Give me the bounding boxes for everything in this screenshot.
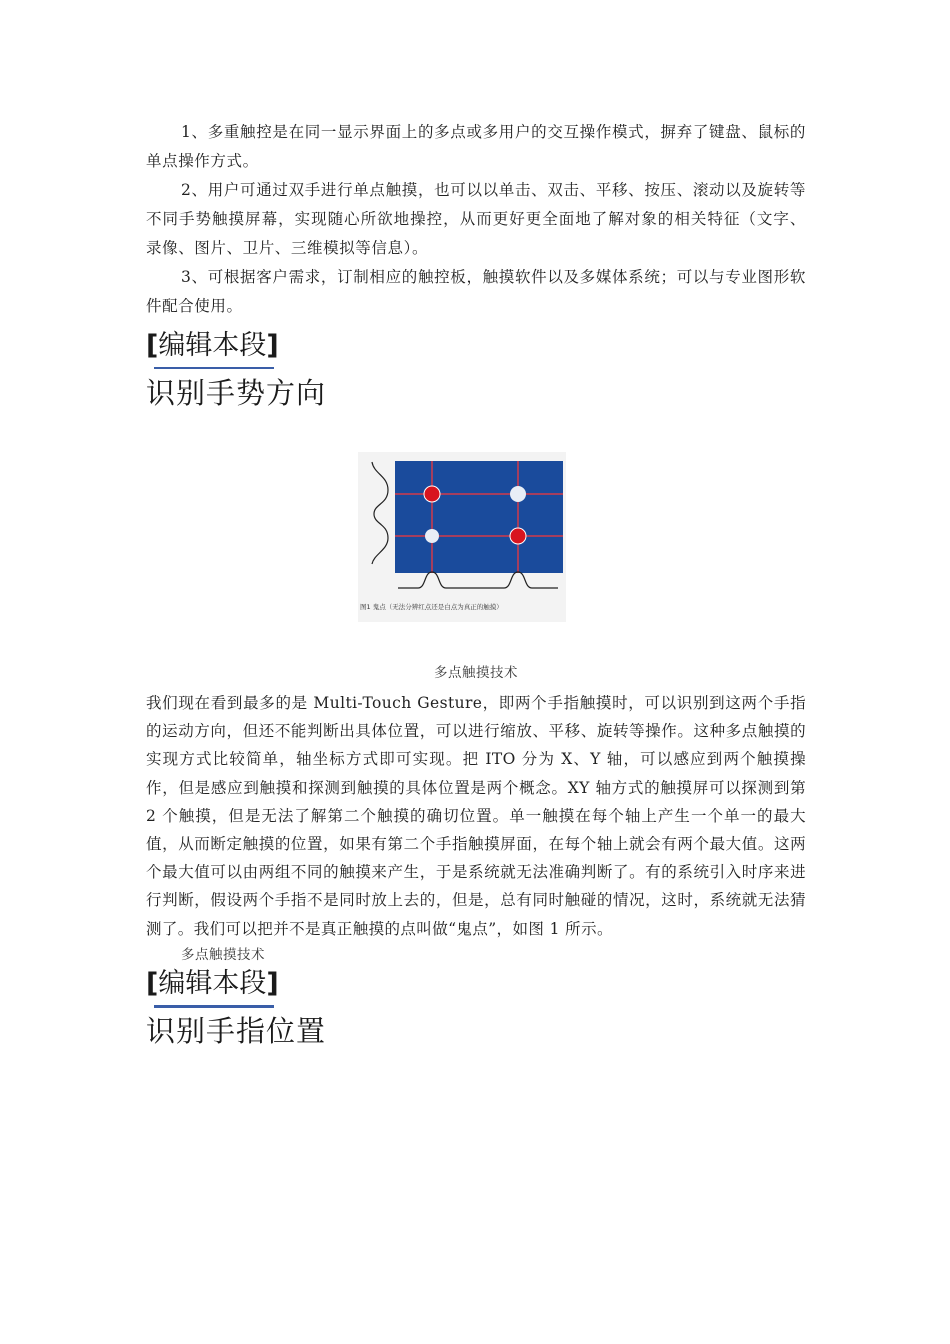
edit-label[interactable]: 编辑本段 <box>158 330 267 361</box>
red-touch-point <box>510 528 526 544</box>
edit-link-underline <box>154 1005 274 1008</box>
edit-section-link-2[interactable] <box>146 967 806 1001</box>
touch-panel <box>395 461 563 573</box>
bracket-open: [ <box>146 330 159 361</box>
second-caption: 多点触摸技术 <box>181 946 265 963</box>
red-touch-point <box>424 486 440 502</box>
intro-paragraph-1: 1、多重触控是在同一显示界面上的多点或多用户的交互操作模式，摒弃了键盘、鼠标的单点操作方式。 <box>146 123 806 170</box>
edit-section-link-1[interactable] <box>146 329 806 363</box>
edit-label[interactable]: 编辑本段 <box>158 967 267 999</box>
ghost-point-figure <box>358 452 566 622</box>
intro-paragraph-2: 2、用户可通过双手进行单点触摸，也可以以单击、双击、平移、按压、滚动以及旋转等不同手势触摸屏幕，实现随心所欲地操控，从而更好更全面地了解对象的相关特征（文字、录像、图片、卫片、三维模拟等信息）。 <box>146 181 806 257</box>
body-paragraph: 我们现在看到最多的是 Multi-Touch Gesture，即两个手指触摸时，可以识别到这两个手指的运动方向，但还不能判断出具体位置，可以进行缩放、平移、旋转等操作。这种多点触摸的实现方式比较简单，轴坐标方式即可实现。把 ITO 分为 X、Y 轴，可以感应到两个触摸操作，但是感应到触摸和探测到触摸的具体位置是两个概念。XY 轴方式的触摸屏可以探测到第 2 个触摸，但是无法了解第二个触摸的确切位置。单一触摸在每个轴上产生一个单一的最大值，从而断定触摸的位置，如果有第二个手指触摸屏面，在每个轴上就会有两个最大值。这两个最大值可以由两组不同的触摸来产生，于是系统就无法准确判断了。有的系统引入时序来进行判断，假设两个手指不是同时放上去的，但是，总有同时触碰的情况，这时，系统就无法猜测了。我们可以把并不是真正触摸的点叫做“鬼点”，如图 1 所示。 <box>146 694 806 938</box>
white-ghost-point <box>425 529 439 543</box>
figure-inner-caption: 图1 鬼点（无法分辨红点还是白点为真正的触摸） <box>360 603 503 611</box>
ghost-point-diagram <box>358 452 566 622</box>
edit-link-underline <box>154 367 274 369</box>
section-title-gesture-direction: 识别手势方向 <box>146 376 327 410</box>
figure-caption: 多点触摸技术 <box>434 665 518 681</box>
bracket-close: ] <box>266 967 279 999</box>
white-ghost-point <box>510 486 526 502</box>
bracket-open: [ <box>146 967 159 999</box>
section-title-finger-position: 识别手指位置 <box>146 1013 327 1048</box>
bracket-close: ] <box>266 330 279 361</box>
intro-paragraph-3: 3、可根据客户需求，订制相应的触控板，触摸软件以及多媒体系统；可以与专业图形软件配合使用。 <box>146 268 806 315</box>
